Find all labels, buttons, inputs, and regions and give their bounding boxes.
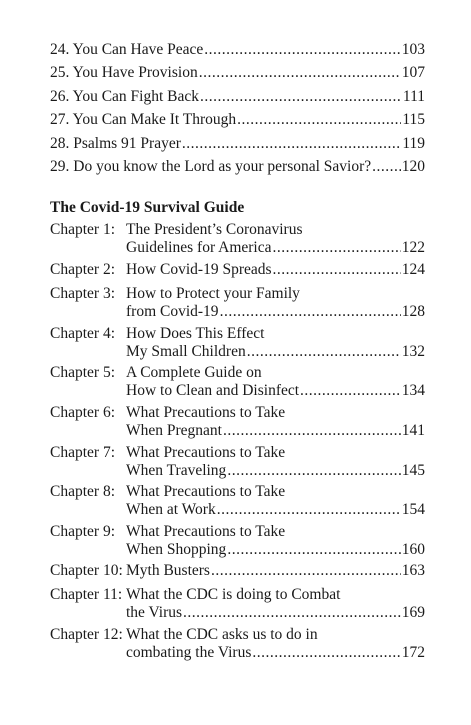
chapter-title-line1: How Does This Effect xyxy=(126,325,265,342)
chapter-entry xyxy=(50,444,425,479)
chapter-label: Chapter 6: xyxy=(50,404,115,421)
chapter-page: 172 xyxy=(401,643,425,661)
chapter-entry xyxy=(50,586,425,621)
toc-entry-title: 28. Psalms 91 Prayer xyxy=(50,134,181,152)
dot-leader xyxy=(211,562,401,580)
toc-entry-title: 27. You Can Make It Through xyxy=(50,111,237,129)
chapter-title-text: When Shopping xyxy=(126,540,227,558)
chapter-label: Chapter 4: xyxy=(50,325,115,342)
chapter-entry xyxy=(50,523,425,558)
dot-leader xyxy=(273,261,401,279)
chapter-title-line1: What Precautions to Take xyxy=(126,404,286,421)
chapter-title-line2 xyxy=(126,562,425,580)
toc-list xyxy=(50,38,425,178)
chapter-title-line1: How to Protect your Family xyxy=(126,285,300,302)
chapter-label: Chapter 1: xyxy=(50,221,115,238)
chapter-label: Chapter 2: xyxy=(50,261,115,278)
chapter-title-line2 xyxy=(126,303,425,321)
chapter-page: 124 xyxy=(401,261,425,278)
toc-entry xyxy=(50,155,425,178)
toc-entry-page: 120 xyxy=(401,157,425,175)
toc-entry-page: 111 xyxy=(402,87,425,105)
dot-leader xyxy=(372,155,401,178)
chapter-title-text: My Small Children xyxy=(126,342,246,360)
chapter-title-text: the Virus xyxy=(126,603,183,621)
chapter-page: 128 xyxy=(401,302,425,320)
dot-leader xyxy=(217,501,401,519)
chapter-label: Chapter 9: xyxy=(50,523,115,540)
dot-leader xyxy=(272,239,400,257)
chapter-label: Chapter 5: xyxy=(50,364,115,381)
chapter-title-line1: What the CDC is doing to Combat xyxy=(126,586,341,603)
chapter-title-line2 xyxy=(126,462,425,480)
chapter-entry xyxy=(50,562,425,580)
chapter-page: 134 xyxy=(401,381,425,399)
chapter-title-line2 xyxy=(126,604,425,622)
chapter-title-line1: A Complete Guide on xyxy=(126,364,262,381)
chapter-entry xyxy=(50,261,425,279)
chapter-title-text: When Pregnant xyxy=(126,421,222,439)
chapter-title-text: combating the Virus xyxy=(126,643,252,661)
chapter-body xyxy=(126,562,425,580)
dot-leader xyxy=(200,85,402,108)
chapter-title-text: How Covid-19 Spreads xyxy=(126,261,272,278)
chapter-title-text: How to Clean and Disinfect xyxy=(126,381,300,399)
chapter-title-text: from Covid-19 xyxy=(126,302,219,320)
chapter-title-line2 xyxy=(126,261,425,279)
toc-entry-page: 119 xyxy=(402,134,425,152)
chapter-label: Chapter 11: xyxy=(50,586,123,603)
chapter-body xyxy=(126,523,425,558)
chapter-entry xyxy=(50,285,425,320)
chapter-body xyxy=(126,364,425,399)
dot-leader xyxy=(227,462,400,480)
chapter-page: 169 xyxy=(401,603,425,621)
chapter-entry xyxy=(50,404,425,439)
chapter-body xyxy=(126,586,425,621)
dot-leader xyxy=(223,422,401,440)
dot-leader xyxy=(183,604,401,622)
chapter-body xyxy=(126,483,425,518)
chapter-entry xyxy=(50,221,425,256)
chapter-page: 122 xyxy=(401,238,425,256)
chapter-title-line2 xyxy=(126,644,425,662)
chapter-page: 163 xyxy=(401,562,425,579)
chapter-title-line2 xyxy=(126,501,425,519)
chapter-label: Chapter 3: xyxy=(50,285,115,302)
chapter-title-line1: What the CDC asks us to do in xyxy=(126,626,318,643)
toc-entry-title: 24. You Can Have Peace xyxy=(50,41,204,58)
dot-leader xyxy=(182,132,401,155)
chapter-body xyxy=(126,404,425,439)
chapter-title-line1: What Precautions to Take xyxy=(126,483,286,500)
chapter-title-line1: What Precautions to Take xyxy=(126,444,286,461)
chapter-title-line2 xyxy=(126,541,425,559)
dot-leader xyxy=(199,61,401,84)
chapter-title-line1: What Precautions to Take xyxy=(126,523,286,540)
dot-leader xyxy=(300,382,401,400)
toc-entry-title: 26. You Can Fight Back xyxy=(50,87,199,105)
chapter-body xyxy=(126,325,425,360)
toc-entry xyxy=(50,132,425,155)
chapter-page: 141 xyxy=(401,421,425,439)
toc-entry-page: 115 xyxy=(402,111,425,129)
chapter-body xyxy=(126,221,425,256)
chapter-title-text: Guidelines for America xyxy=(126,238,272,256)
chapter-title-text: When at Work xyxy=(126,500,216,518)
chapter-page: 145 xyxy=(401,461,425,479)
dot-leader xyxy=(252,644,400,662)
dot-leader xyxy=(227,541,400,559)
toc-entry xyxy=(50,61,425,84)
toc-entry-page: 103 xyxy=(401,41,425,58)
chapter-page: 132 xyxy=(401,342,425,360)
chapter-title-line2 xyxy=(126,382,425,400)
toc-entry-title: 29. Do you know the Lord as your personal Savior? xyxy=(50,157,372,175)
chapter-body xyxy=(126,261,425,279)
chapter-title-line1: The President’s Coronavirus xyxy=(126,221,303,238)
chapter-title-text: Myth Busters xyxy=(126,562,210,579)
dot-leader xyxy=(204,38,400,61)
chapter-title-line2 xyxy=(126,343,425,361)
chapter-label: Chapter 12: xyxy=(50,626,123,643)
chapter-label: Chapter 10: xyxy=(50,562,123,579)
chapter-title-line2 xyxy=(126,422,425,440)
dot-leader xyxy=(247,343,401,361)
chapter-entry xyxy=(50,325,425,360)
chapter-body xyxy=(126,285,425,320)
dot-leader xyxy=(220,303,401,321)
chapter-label: Chapter 8: xyxy=(50,483,115,500)
toc-entry xyxy=(50,108,425,131)
toc-entry-page: 107 xyxy=(401,64,425,82)
toc-entry-title: 25. You Have Provision xyxy=(50,64,198,82)
chapter-page: 160 xyxy=(401,540,425,558)
section-heading: The Covid-19 Survival Guide xyxy=(50,199,245,216)
toc-entry xyxy=(50,85,425,108)
chapter-entry xyxy=(50,483,425,518)
chapter-title-text: When Traveling xyxy=(126,461,227,479)
chapter-entry xyxy=(50,364,425,399)
chapter-body xyxy=(126,626,425,661)
chapter-page: 154 xyxy=(401,500,425,518)
chapter-entry xyxy=(50,626,425,661)
chapter-title-line2 xyxy=(126,239,425,257)
toc-entry xyxy=(50,38,425,61)
chapter-body xyxy=(126,444,425,479)
chapter-label: Chapter 7: xyxy=(50,444,115,461)
dot-leader xyxy=(237,108,401,131)
